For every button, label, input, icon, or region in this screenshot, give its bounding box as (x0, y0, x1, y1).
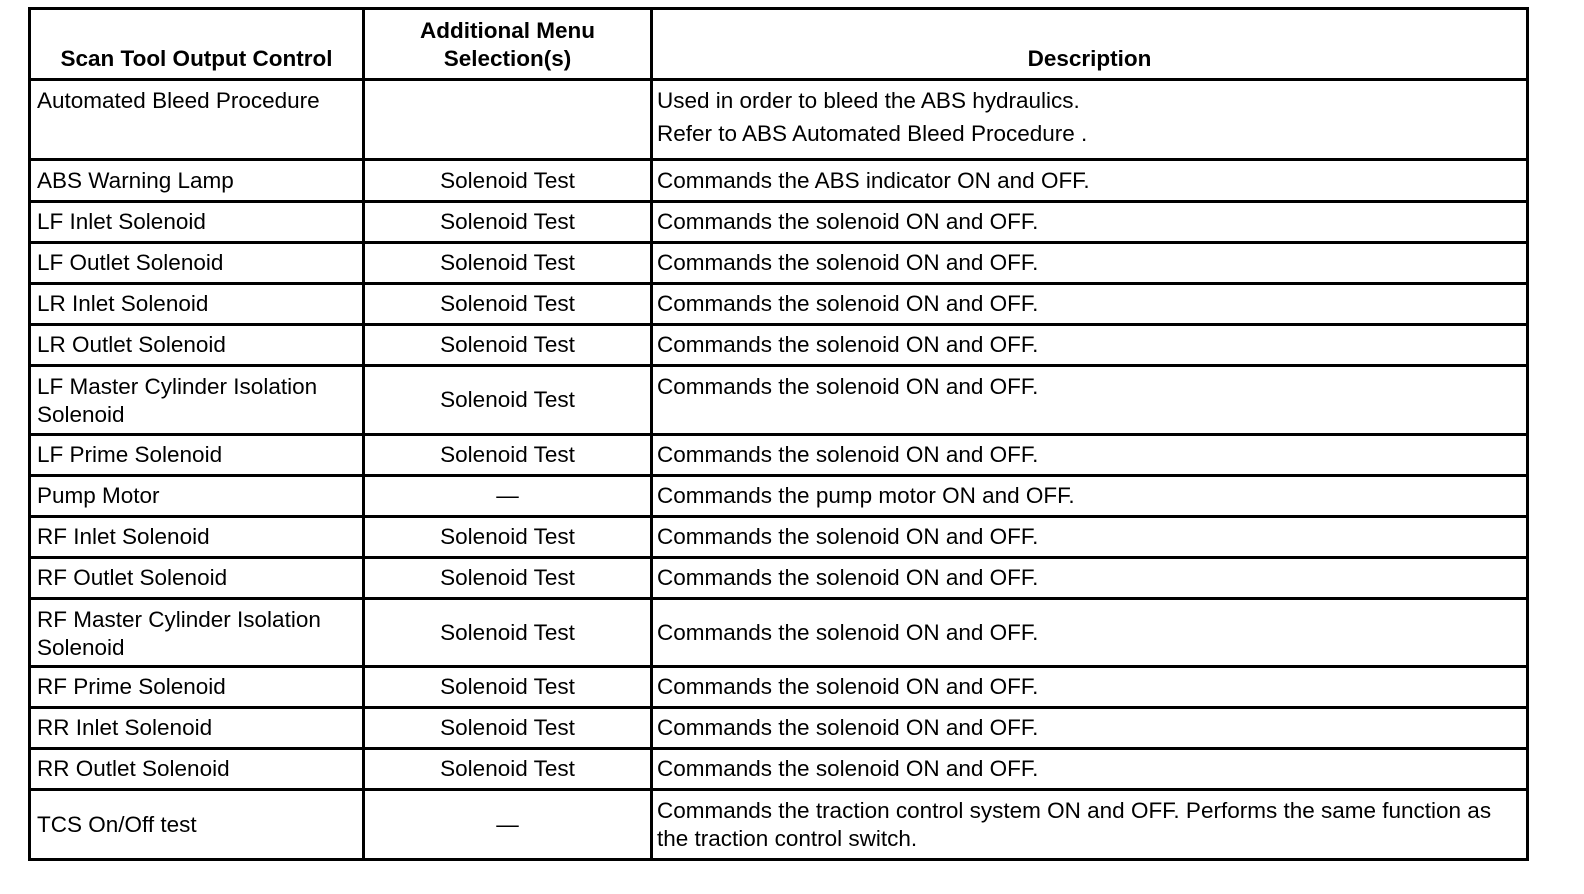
description-line: Commands the solenoid ON and OFF. (657, 291, 1039, 316)
description-line: Commands the solenoid ON and OFF. (657, 715, 1039, 740)
cell-output-control: RR Outlet Solenoid (30, 749, 364, 790)
cell-menu-selection: Solenoid Test (364, 366, 652, 435)
cell-description (652, 558, 1528, 599)
table-row (30, 80, 1528, 160)
cell-output-control: LF Master Cylinder Isolation Solenoid (30, 366, 364, 435)
table-row (30, 667, 1528, 708)
cell-description (652, 708, 1528, 749)
cell-description (652, 476, 1528, 517)
cell-output-control: ABS Warning Lamp (30, 160, 364, 202)
table-row (30, 476, 1528, 517)
description-line: Commands the solenoid ON and OFF. (657, 565, 1039, 590)
cell-output-control: RF Prime Solenoid (30, 667, 364, 708)
cell-description (652, 667, 1528, 708)
cell-description (652, 366, 1528, 435)
cell-description (652, 790, 1528, 860)
table-row (30, 202, 1528, 243)
cell-output-control: TCS On/Off test (30, 790, 364, 860)
cell-output-control: LR Inlet Solenoid (30, 284, 364, 325)
cell-description (652, 599, 1528, 667)
cell-output-control: Automated Bleed Procedure (30, 80, 364, 160)
description-line: Commands the solenoid ON and OFF. (657, 332, 1039, 357)
cell-menu-selection: Solenoid Test (364, 284, 652, 325)
cell-menu-selection: Solenoid Test (364, 708, 652, 749)
cell-description (652, 325, 1528, 366)
table-row (30, 558, 1528, 599)
cell-menu-selection: Solenoid Test (364, 325, 652, 366)
description-line: Commands the solenoid ON and OFF. (657, 250, 1039, 275)
description-line: Commands the ABS indicator ON and OFF. (657, 167, 1090, 193)
output-control-table (28, 7, 1529, 861)
description-line: Commands the solenoid ON and OFF. (657, 209, 1039, 234)
table-header-row (30, 9, 1528, 80)
table-row (30, 243, 1528, 284)
cell-description (652, 202, 1528, 243)
description-line: Commands the solenoid ON and OFF. (657, 619, 1039, 645)
cell-menu-selection: Solenoid Test (364, 435, 652, 476)
table-row (30, 517, 1528, 558)
cell-description (652, 749, 1528, 790)
cell-menu-selection: Solenoid Test (364, 160, 652, 202)
table-row (30, 284, 1528, 325)
header-additional-menu-selections: Additional Menu Selection(s) (364, 9, 652, 80)
cell-description (652, 435, 1528, 476)
cell-menu-selection: — (364, 790, 652, 860)
cell-menu-selection: Solenoid Test (364, 667, 652, 708)
table-row (30, 749, 1528, 790)
cell-menu-selection: Solenoid Test (364, 599, 652, 667)
header-scan-tool-output-control: Scan Tool Output Control (30, 9, 364, 80)
cell-output-control: LF Prime Solenoid (30, 435, 364, 476)
cell-description (652, 284, 1528, 325)
cell-output-control: RR Inlet Solenoid (30, 708, 364, 749)
description-line: Used in order to bleed the ABS hydraulics. (657, 88, 1080, 113)
table-row (30, 160, 1528, 202)
table-row (30, 325, 1528, 366)
cell-menu-selection: Solenoid Test (364, 749, 652, 790)
description-line: Refer to ABS Automated Bleed Procedure . (657, 121, 1088, 146)
table-row (30, 708, 1528, 749)
cell-output-control: Pump Motor (30, 476, 364, 517)
cell-menu-selection: Solenoid Test (364, 558, 652, 599)
cell-description (652, 243, 1528, 284)
cell-menu-selection: Solenoid Test (364, 202, 652, 243)
cell-output-control: RF Inlet Solenoid (30, 517, 364, 558)
cell-menu-selection (364, 80, 652, 160)
description-line: Commands the pump motor ON and OFF. (657, 483, 1075, 508)
description-line: Commands the solenoid ON and OFF. (657, 674, 1039, 699)
cell-output-control: LF Outlet Solenoid (30, 243, 364, 284)
cell-output-control: LF Inlet Solenoid (30, 202, 364, 243)
table-row (30, 599, 1528, 667)
cell-menu-selection: Solenoid Test (364, 243, 652, 284)
table-row (30, 366, 1528, 435)
cell-description (652, 517, 1528, 558)
cell-description (652, 160, 1528, 202)
description-line: Commands the traction control system ON and OFF. Performs the same function as the traction control switch. (657, 797, 1492, 851)
header-description: Description (652, 9, 1528, 80)
description-line: Commands the solenoid ON and OFF. (657, 756, 1039, 781)
cell-menu-selection: Solenoid Test (364, 517, 652, 558)
cell-menu-selection: — (364, 476, 652, 517)
table-row (30, 790, 1528, 860)
cell-output-control: LR Outlet Solenoid (30, 325, 364, 366)
description-line: Commands the solenoid ON and OFF. (657, 374, 1039, 399)
description-line: Commands the solenoid ON and OFF. (657, 442, 1039, 467)
description-line: Commands the solenoid ON and OFF. (657, 524, 1039, 549)
cell-output-control: RF Outlet Solenoid (30, 558, 364, 599)
cell-output-control: RF Master Cylinder Isolation Solenoid (30, 599, 364, 667)
table-row (30, 435, 1528, 476)
cell-description (652, 80, 1528, 160)
